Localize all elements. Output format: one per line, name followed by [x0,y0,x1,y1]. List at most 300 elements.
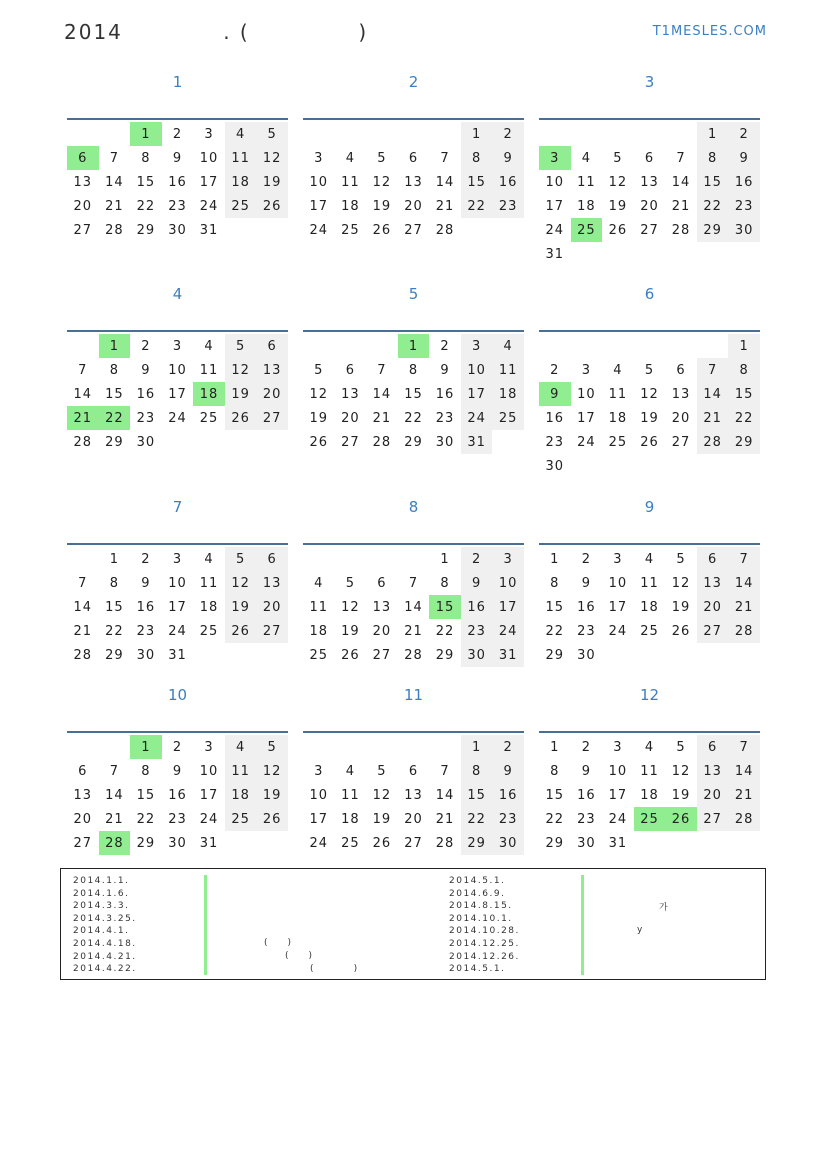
calendar-day: 13 [697,759,729,783]
calendar-day: 8 [141,763,151,779]
calendar-day: 5 [225,547,257,571]
month-divider [303,731,524,733]
calendar-day: 22 [136,811,156,827]
calendar-day: 19 [341,623,360,639]
calendar-day: 6 [676,362,686,378]
calendar-day: 15 [136,787,156,803]
calendar-day: 27 [697,619,729,643]
calendar-day: 14 [73,386,93,402]
calendar-day: 12 [309,386,329,402]
calendar-day: 4 [204,551,214,567]
calendar-day: 15 [697,170,729,194]
calendar-day: 31 [545,246,565,262]
calendar-day: 13 [404,174,423,190]
month-divider [539,731,760,733]
calendar-day: 22 [697,194,729,218]
calendar-day: 20 [256,595,288,619]
empty-day [665,334,697,358]
empty-day [571,334,603,358]
calendar-day: 30 [577,647,596,663]
calendar-day: 12 [341,599,360,615]
calendar-day: 29 [697,218,729,242]
calendar-day: 6 [408,763,419,779]
calendar-day: 3 [613,739,623,755]
empty-day [335,735,367,759]
calendar-day: 9 [461,571,493,595]
calendar-day: 5 [613,150,623,166]
legend-right-divider [581,875,584,975]
month-days-grid [67,334,288,454]
month-divider [67,330,288,332]
calendar-day: 19 [671,599,691,615]
month-days-grid [303,735,524,855]
month-divider [539,330,760,332]
empty-day [697,334,729,358]
calendar-day: 26 [372,835,392,851]
calendar-day: 8 [109,575,119,591]
calendar-day: 11 [577,174,596,190]
month-days-grid [539,735,760,855]
calendar-day: 26 [256,194,288,218]
calendar-day: 18 [309,623,329,639]
calendar-day: 21 [404,623,423,639]
calendar-day: 4 [225,735,257,759]
calendar-day: 30 [577,835,596,851]
calendar-day: 8 [440,575,450,591]
calendar-day: 1 [550,739,560,755]
calendar-day: 7 [408,575,419,591]
calendar-day: 9 [172,763,183,779]
calendar-day: 3 [461,334,493,358]
calendar-day: 13 [640,174,659,190]
calendar-day: 21 [671,198,691,214]
month-name: 4 [172,285,183,303]
calendar-day: 22 [461,194,493,218]
calendar-day: 23 [461,619,493,643]
calendar-day: 7 [440,150,450,166]
calendar-day: 2 [581,739,591,755]
calendar-day: 18 [492,382,524,406]
calendar-day: 23 [545,434,565,450]
empty-day [366,122,398,146]
calendar-day: 7 [440,763,450,779]
calendar-day: 5 [377,763,387,779]
empty-day [67,735,99,759]
calendar-day: 17 [608,599,628,615]
legend-date: 2014.12.26. [449,951,520,962]
calendar-day: 29 [136,222,156,238]
calendar-day: 10 [545,174,565,190]
calendar-day: 7 [109,763,119,779]
empty-day [429,735,461,759]
calendar-day: 1 [461,735,493,759]
calendar-day: 6 [697,547,729,571]
calendar-day: 12 [671,763,691,779]
calendar-day: 6 [78,763,88,779]
legend-right-dates [449,875,520,976]
calendar-day: 19 [640,410,659,426]
calendar-day: 22 [545,623,565,639]
calendar-day: 27 [697,807,729,831]
calendar-day: 27 [256,406,288,430]
calendar-day: 21 [697,406,729,430]
holiday-day: 6 [67,146,99,170]
month-name: 10 [167,686,188,704]
legend-date: 2014.3.3. [73,901,130,912]
month-name: 6 [644,285,655,303]
calendar-day: 16 [461,595,493,619]
calendar-day: 20 [73,811,93,827]
calendar-day: 7 [697,358,729,382]
calendar-day: 22 [105,623,124,639]
legend-date: 2014.6.9. [449,888,506,899]
calendar-day: 14 [404,599,423,615]
calendar-day: 11 [608,386,628,402]
calendar-day: 18 [577,198,596,214]
calendar-day: 27 [404,222,423,238]
calendar-day: 28 [671,222,691,238]
calendar-day: 25 [309,647,329,663]
calendar-day: 10 [577,386,596,402]
calendar-day: 6 [697,735,729,759]
calendar-day: 2 [440,338,450,354]
calendar-day: 5 [256,735,288,759]
calendar-day: 18 [341,198,360,214]
month-days-grid [539,122,760,266]
calendar-day: 15 [728,382,760,406]
legend-date: 2014.4.1. [73,926,130,937]
calendar-day: 10 [309,787,329,803]
calendar-day: 9 [581,763,591,779]
calendar-day: 7 [109,150,119,166]
holiday-day: 1 [130,735,162,759]
empty-day [634,334,666,358]
calendar-day: 5 [256,122,288,146]
calendar-day: 17 [545,198,565,214]
calendar-day: 4 [581,150,591,166]
calendar-day: 29 [435,647,455,663]
holiday-day: 15 [429,595,461,619]
calendar-day: 12 [640,386,659,402]
calendar-day: 2 [581,551,591,567]
calendar-day: 21 [105,811,124,827]
calendar-day: 21 [435,811,455,827]
calendar-day: 23 [728,194,760,218]
calendar-day: 14 [728,571,760,595]
empty-day [602,122,634,146]
calendar-day: 2 [492,735,524,759]
calendar-day: 8 [550,763,560,779]
calendar-day: 18 [225,170,257,194]
calendar-day: 21 [105,198,124,214]
calendar-day: 17 [168,599,187,615]
calendar-day: 14 [435,174,455,190]
holiday-day: 25 [571,218,603,242]
calendar-day: 4 [225,122,257,146]
calendar-day: 27 [404,835,423,851]
calendar-day: 4 [345,763,355,779]
empty-day [539,334,571,358]
calendar-day: 18 [199,599,219,615]
calendar-day: 25 [199,623,219,639]
calendar-day: 16 [577,599,596,615]
calendar-day: 17 [461,382,493,406]
calendar-day: 16 [168,787,187,803]
calendar-day: 2 [492,122,524,146]
calendar-day: 24 [608,623,628,639]
calendar-day: 23 [577,623,596,639]
calendar-day: 21 [73,623,93,639]
calendar-day: 30 [168,222,187,238]
month-divider [539,543,760,545]
calendar-day: 2 [172,126,183,142]
brand-logo-text[interactable]: T1MESLES.COM [652,24,767,39]
month-days-grid [539,334,760,478]
calendar-day: 15 [136,174,156,190]
calendar-day: 12 [225,358,257,382]
calendar-day: 13 [256,358,288,382]
calendar-day: 16 [577,787,596,803]
calendar-day: 21 [728,783,760,807]
calendar-day: 13 [256,571,288,595]
calendar-day: 3 [613,551,623,567]
empty-day [99,735,131,759]
empty-day [67,334,99,358]
calendar-day: 13 [73,174,93,190]
calendar-day: 14 [73,599,93,615]
calendar-day: 28 [435,835,455,851]
holiday-day: 21 [67,406,99,430]
month-block [539,495,760,667]
calendar-day: 27 [372,647,392,663]
calendar-day: 8 [408,362,419,378]
calendar-day: 24 [309,222,329,238]
month-block [67,495,288,667]
calendar-day: 31 [492,643,524,667]
calendar-day: 5 [676,551,686,567]
calendar-day: 24 [545,222,565,238]
calendar-day: 16 [728,170,760,194]
calendar-day: 15 [105,599,124,615]
calendar-day: 4 [345,150,355,166]
month-block [539,70,760,266]
calendar-day: 25 [640,623,659,639]
calendar-day: 11 [225,146,257,170]
month-divider [67,543,288,545]
calendar-day: 29 [404,434,423,450]
legend-date: 2014.5.1. [449,876,506,886]
empty-day [67,122,99,146]
month-days-grid [303,122,524,242]
calendar-day: 5 [225,334,257,358]
calendar-day: 11 [341,787,360,803]
calendar-day: 26 [225,406,257,430]
calendar-day: 6 [345,362,355,378]
calendar-day: 13 [372,599,392,615]
calendar-day: 1 [109,551,119,567]
month-name: 12 [639,686,660,704]
calendar-day: 18 [640,787,659,803]
calendar-day: 22 [435,623,455,639]
calendar-day: 28 [105,222,124,238]
calendar-day: 29 [545,647,565,663]
calendar-day: 31 [199,222,219,238]
calendar-day: 30 [136,647,156,663]
calendar-day: 30 [136,434,156,450]
calendar-day: 22 [545,811,565,827]
calendar-day: 20 [341,410,360,426]
calendar-day: 9 [581,575,591,591]
calendar-day: 28 [73,434,93,450]
calendar-day: 10 [461,358,493,382]
calendar-day: 2 [728,122,760,146]
calendar-day: 16 [492,783,524,807]
calendar-day: 16 [545,410,565,426]
calendar-day: 18 [225,783,257,807]
month-days-grid [67,547,288,667]
calendar-day: 28 [73,647,93,663]
calendar-day: 8 [461,759,493,783]
month-block [67,683,288,855]
calendar-day: 15 [545,599,565,615]
calendar-day: 21 [372,410,392,426]
calendar-day: 3 [172,338,183,354]
calendar-day: 23 [168,198,187,214]
calendar-day: 11 [199,362,219,378]
empty-day [602,334,634,358]
calendar-day: 29 [545,835,565,851]
calendar-day: 19 [256,170,288,194]
calendar-day: 3 [204,126,214,142]
calendar-day: 26 [608,222,628,238]
calendar-day: 2 [550,362,560,378]
calendar-day: 23 [168,811,187,827]
month-days-grid [67,122,288,242]
calendar-day: 3 [492,547,524,571]
holiday-day: 26 [665,807,697,831]
calendar-day: 3 [314,763,324,779]
calendar-day: 5 [676,739,686,755]
calendar-day: 4 [314,575,324,591]
calendar-day: 5 [644,362,655,378]
legend-note: 가 [659,903,668,913]
month-days-grid [303,547,524,667]
holiday-day: 22 [99,406,131,430]
calendar-day: 8 [141,150,151,166]
calendar-day: 29 [728,430,760,454]
legend-date: 2014.3.25. [73,913,137,924]
calendar-day: 2 [172,739,183,755]
calendar-day: 24 [577,434,596,450]
calendar-day: 25 [341,835,360,851]
month-block [539,282,760,478]
calendar-day: 17 [199,787,219,803]
calendar-day: 9 [141,575,151,591]
calendar-day: 4 [613,362,623,378]
calendar-day: 10 [199,763,219,779]
empty-day [366,735,398,759]
calendar-day: 27 [256,619,288,643]
calendar-day: 15 [404,386,423,402]
calendar-day: 6 [644,150,655,166]
calendar-day: 19 [225,595,257,619]
calendar-day: 27 [73,835,93,851]
calendar-day: 14 [697,382,729,406]
calendar-day: 20 [404,198,423,214]
calendar-day: 24 [199,198,219,214]
calendar-day: 15 [545,787,565,803]
holiday-day: 28 [99,831,131,855]
calendar-day: 11 [225,759,257,783]
calendar-day: 2 [461,547,493,571]
month-name: 11 [403,686,424,704]
calendar-day: 12 [671,575,691,591]
month-block [67,282,288,454]
legend-note: y [637,925,643,935]
month-name: 9 [644,498,655,516]
calendar-day: 5 [377,150,387,166]
calendar-day: 21 [435,198,455,214]
empty-day [335,122,367,146]
calendar-day: 10 [608,575,628,591]
holiday-day: 1 [130,122,162,146]
calendar-day: 23 [492,807,524,831]
calendar-day: 8 [461,146,493,170]
calendar-day: 19 [608,198,628,214]
calendar-day: 10 [168,575,187,591]
calendar-day: 15 [105,386,124,402]
calendar-day: 9 [141,362,151,378]
calendar-day: 20 [640,198,659,214]
calendar-day: 6 [256,547,288,571]
calendar-day: 31 [168,647,187,663]
calendar-day: 4 [644,739,655,755]
calendar-day: 13 [341,386,360,402]
calendar-day: 28 [404,647,423,663]
calendar-day: 8 [697,146,729,170]
calendar-day: 7 [728,547,760,571]
legend-date: 2014.1.6. [73,888,130,899]
calendar-day: 5 [345,575,355,591]
calendar-day: 1 [440,551,450,567]
calendar-day: 22 [136,198,156,214]
calendar-day: 22 [461,807,493,831]
calendar-day: 26 [671,623,691,639]
legend-date: 2014.10.1. [449,913,513,924]
calendar-day: 18 [640,599,659,615]
calendar-day: 19 [256,783,288,807]
calendar-day: 26 [225,619,257,643]
calendar-day: 7 [78,575,88,591]
calendar-day: 28 [697,430,729,454]
calendar-day: 4 [204,338,214,354]
calendar-day: 24 [608,811,628,827]
calendar-day: 25 [341,222,360,238]
calendar-day: 7 [676,150,686,166]
month-days-grid [303,334,524,454]
calendar-day: 7 [728,735,760,759]
legend-date: 2014.4.18. [73,938,137,949]
empty-day [303,334,335,358]
month-name: 8 [408,498,419,516]
calendar-day: 12 [225,571,257,595]
calendar-day: 17 [168,386,187,402]
calendar-day: 20 [671,410,691,426]
calendar-day: 5 [314,362,324,378]
calendar-day: 23 [492,194,524,218]
calendar-day: 31 [608,835,628,851]
holiday-legend [60,868,766,980]
